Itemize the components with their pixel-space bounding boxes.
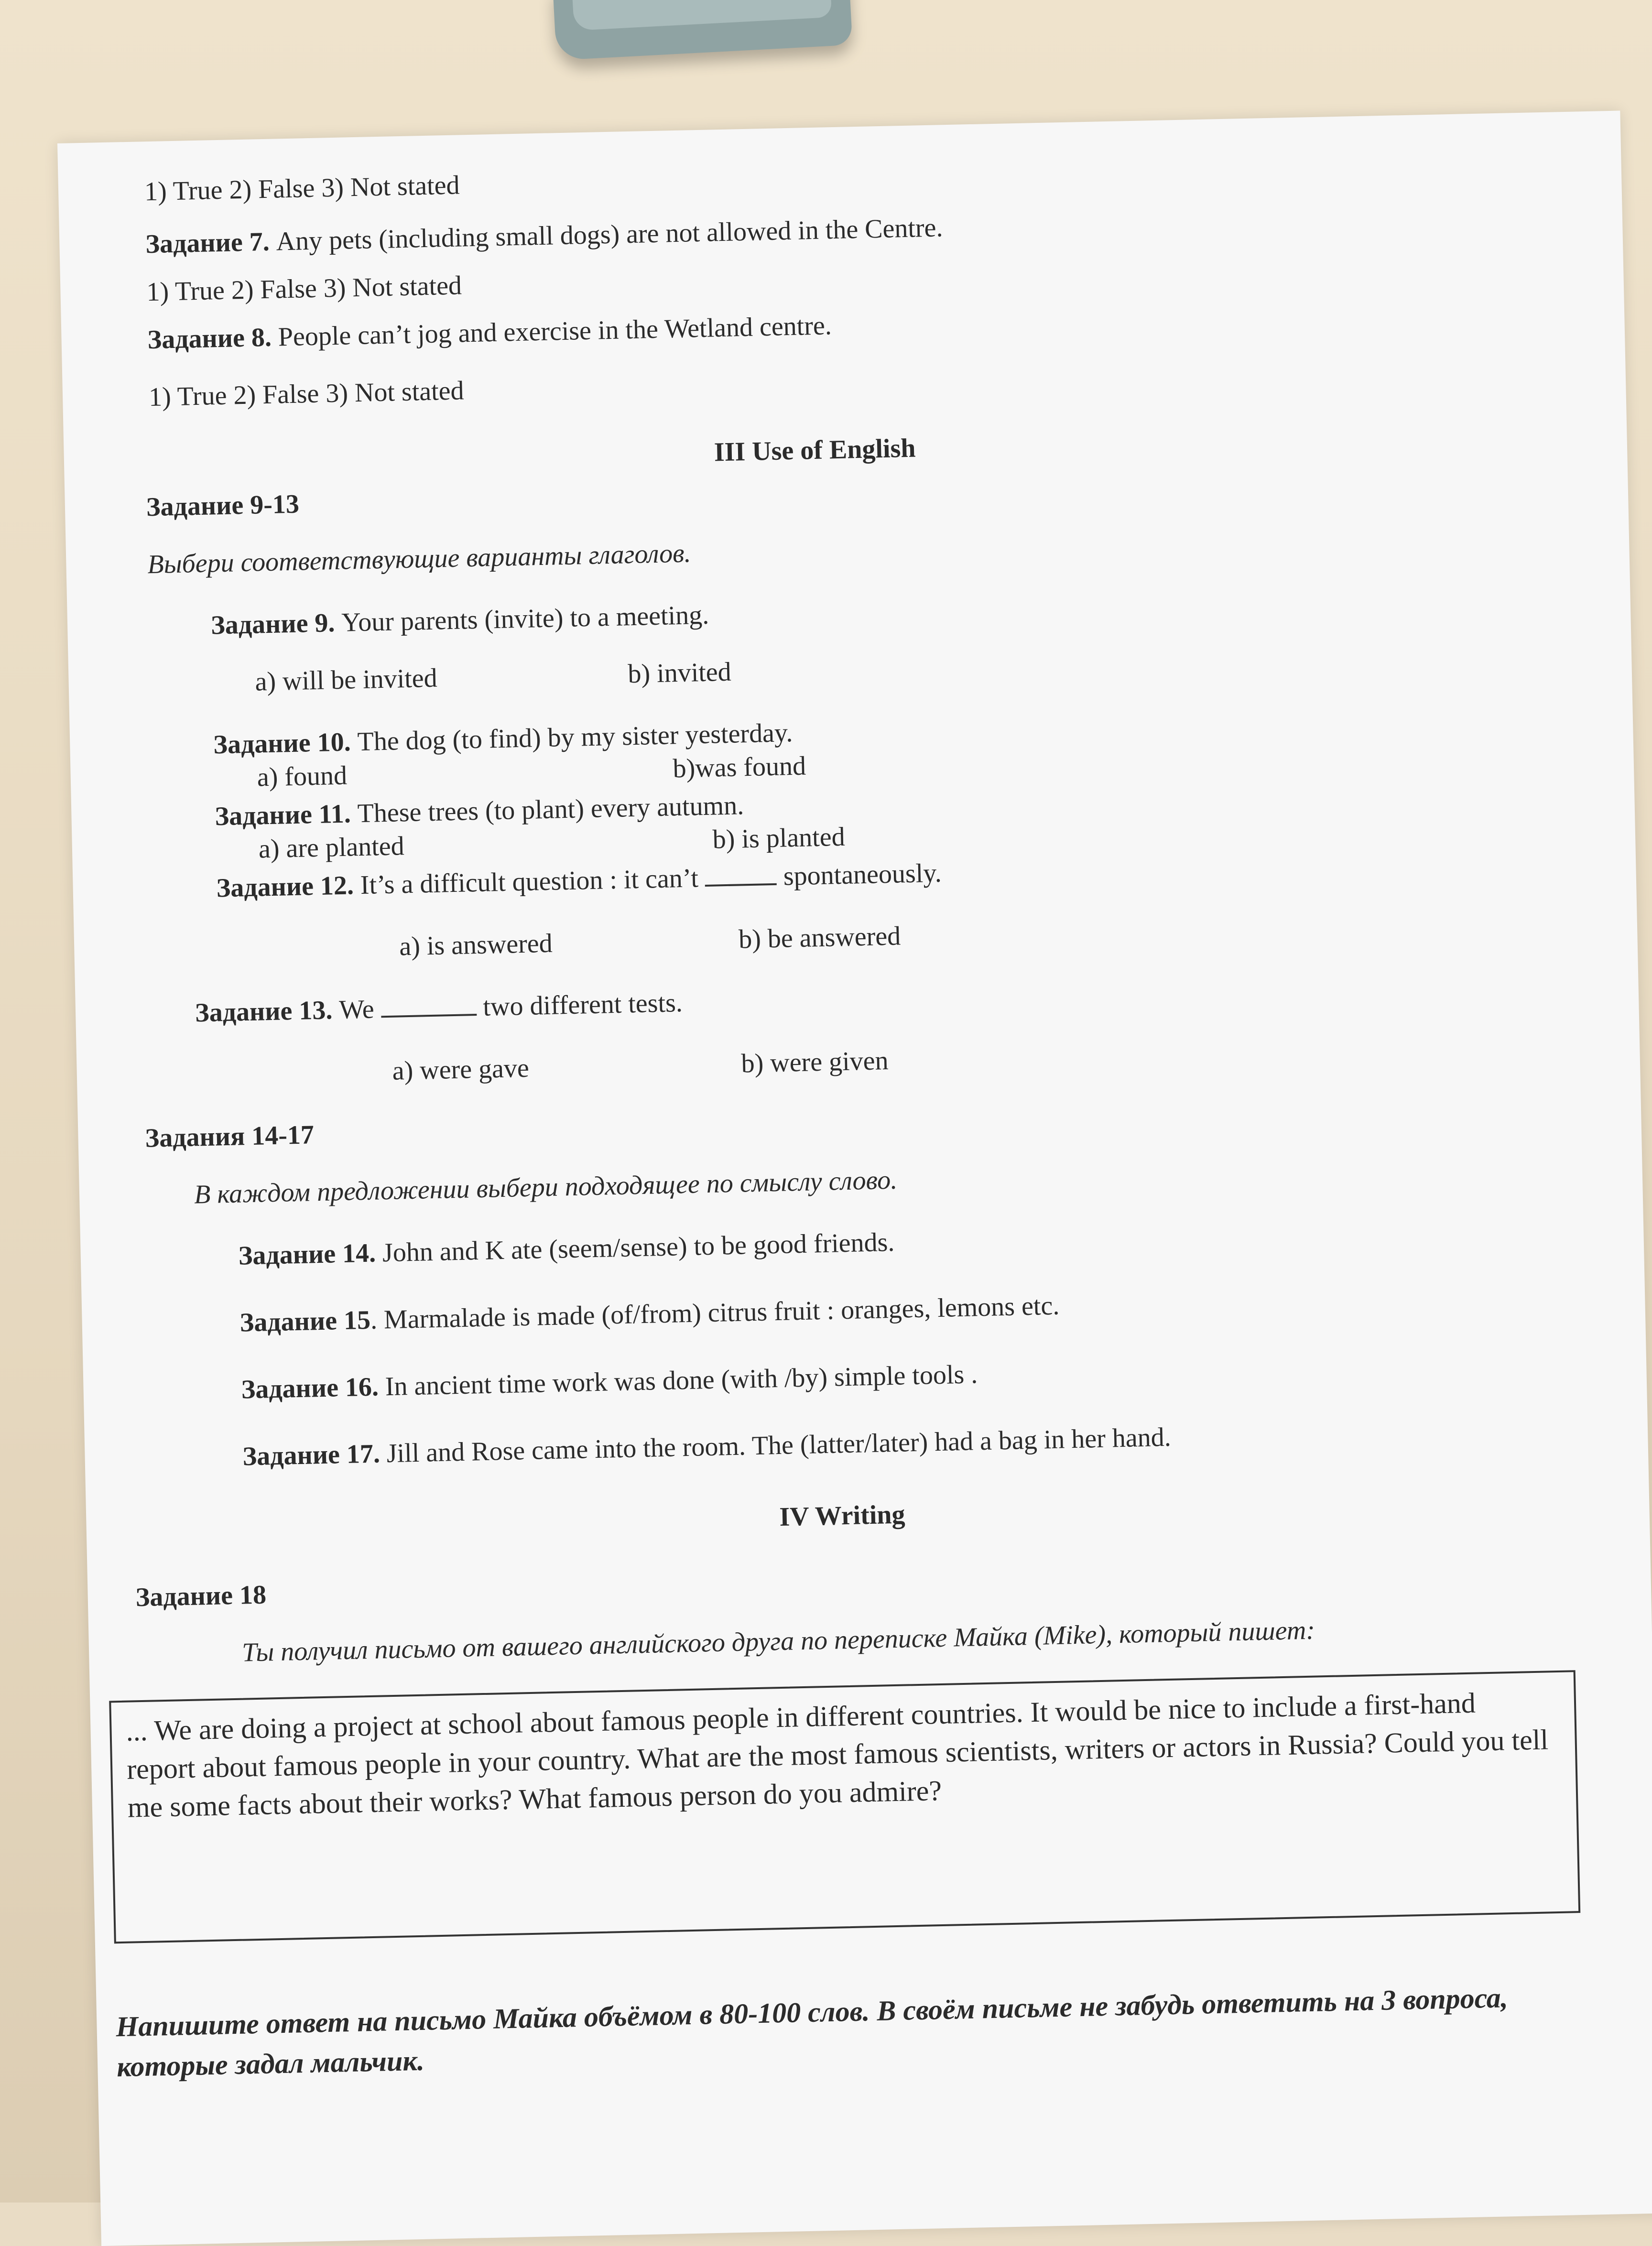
task-7 — [145, 211, 943, 261]
task-14-text: John and K ate (seem/sense) to be good friends. — [375, 1227, 895, 1268]
task-12-label: Задание 12. — [216, 870, 354, 903]
task-9-option-b: b) invited — [627, 657, 732, 689]
task-10-text: The dog (to find) by my sister yesterday. — [350, 718, 793, 757]
letter-box — [109, 1670, 1580, 1943]
task-9 — [210, 598, 709, 642]
task-7-label: Задание 7. — [145, 227, 270, 260]
task-11-text: These trees (to plant) every autumn. — [350, 791, 744, 829]
task-18-intro: Ты получил письмо от вашего английского друга по переписке Майка (Mike), который пишет: — [241, 1615, 1315, 1668]
task-17 — [242, 1421, 1171, 1474]
task-7-text: Any pets (including small dogs) are not allowed in the Centre. — [269, 213, 944, 257]
group-14-17-instruction: В каждом предложении выбери подходящее по смыслу слово. — [194, 1165, 898, 1210]
task-14-label: Задание 14. — [238, 1238, 376, 1271]
task-13-text-after: two different tests. — [476, 988, 683, 1022]
task-11-label: Задание 11. — [214, 799, 351, 832]
group-9-13-instruction: Выбери соответствующие варианты глаголов. — [147, 538, 692, 580]
task-18-instruction: Напишите ответ на письмо Майка объёмом в 80-100 слов. В своём письме не забудь ответить на 3 вопроса, которые задал мальчик. — [115, 1982, 1509, 2083]
task-10-option-a: a) found — [257, 760, 348, 792]
group-14-17-title: Задания 14-17 — [144, 1120, 315, 1153]
task-13 — [195, 986, 683, 1030]
group-9-13-title: Задание 9-13 — [146, 489, 300, 522]
task-14 — [238, 1226, 895, 1273]
task-15-text: . Marmalade is made (of/from) citrus fruit : oranges, lemons etc. — [370, 1291, 1060, 1335]
task-13-text-before: We — [332, 994, 381, 1025]
task-7-options: 1) True 2) False 3) Not stated — [146, 271, 462, 307]
task-17-label: Задание 17. — [242, 1439, 380, 1472]
task-17-text: Jill and Rose came into the room. The (latter/later) had a bag in her hand. — [380, 1422, 1172, 1469]
task-12-text-before: It’s a difficult question : it can’t — [353, 863, 706, 901]
task-13-option-b: b) were given — [740, 1046, 889, 1079]
task-16-label: Задание 16. — [241, 1372, 379, 1405]
task-11-option-a: a) are planted — [258, 831, 405, 864]
task-12-blank — [705, 861, 777, 887]
task-10-option-b: b)was found — [673, 751, 806, 784]
task-12-text-after: spontaneously. — [776, 858, 942, 891]
task-8-options: 1) True 2) False 3) Not stated — [148, 376, 465, 412]
prev-task-options: 1) True 2) False 3) Not stated — [144, 170, 460, 207]
task-16 — [241, 1357, 978, 1406]
task-12-option-a: a) is answered — [399, 928, 553, 962]
letter-text: ... We are doing a project at school about famous people in different countries. It would be nice to include a first-hand report about famous people in your country. What are the most famous scientists, writers or actors in Russia? Could you tell me some facts about their works? What famous person do you admire? — [125, 1687, 1549, 1823]
task-10-label: Задание 10. — [213, 727, 351, 760]
task-9-option-a: a) will be invited — [255, 663, 438, 697]
task-13-label: Задание 13. — [195, 995, 333, 1028]
task-18-label: Задание 18 — [135, 1580, 267, 1613]
task-16-text: In ancient time work was done (with /by) simple tools . — [378, 1359, 978, 1402]
task-15 — [239, 1289, 1060, 1340]
task-11 — [215, 789, 744, 833]
task-13-blank — [380, 992, 477, 1018]
task-13-option-a: a) were gave — [392, 1053, 530, 1086]
task-9-text: Your parents (invite) to a meeting. — [334, 600, 709, 638]
task-9-label: Задание 9. — [210, 608, 336, 640]
section-writing-title: IV Writing — [779, 1499, 906, 1532]
task-8-text: People can’t jog and exercise in the Wetland centre. — [271, 311, 832, 352]
worksheet-page — [57, 111, 1652, 2246]
task-8-label: Задание 8. — [147, 322, 272, 355]
task-15-label: Задание 15 — [239, 1305, 371, 1338]
task-12-option-b: b) be answered — [738, 921, 901, 955]
task-8 — [147, 309, 832, 357]
section-use-of-english-title: III Use of English — [714, 433, 916, 467]
task-11-option-b: b) is planted — [712, 822, 846, 855]
